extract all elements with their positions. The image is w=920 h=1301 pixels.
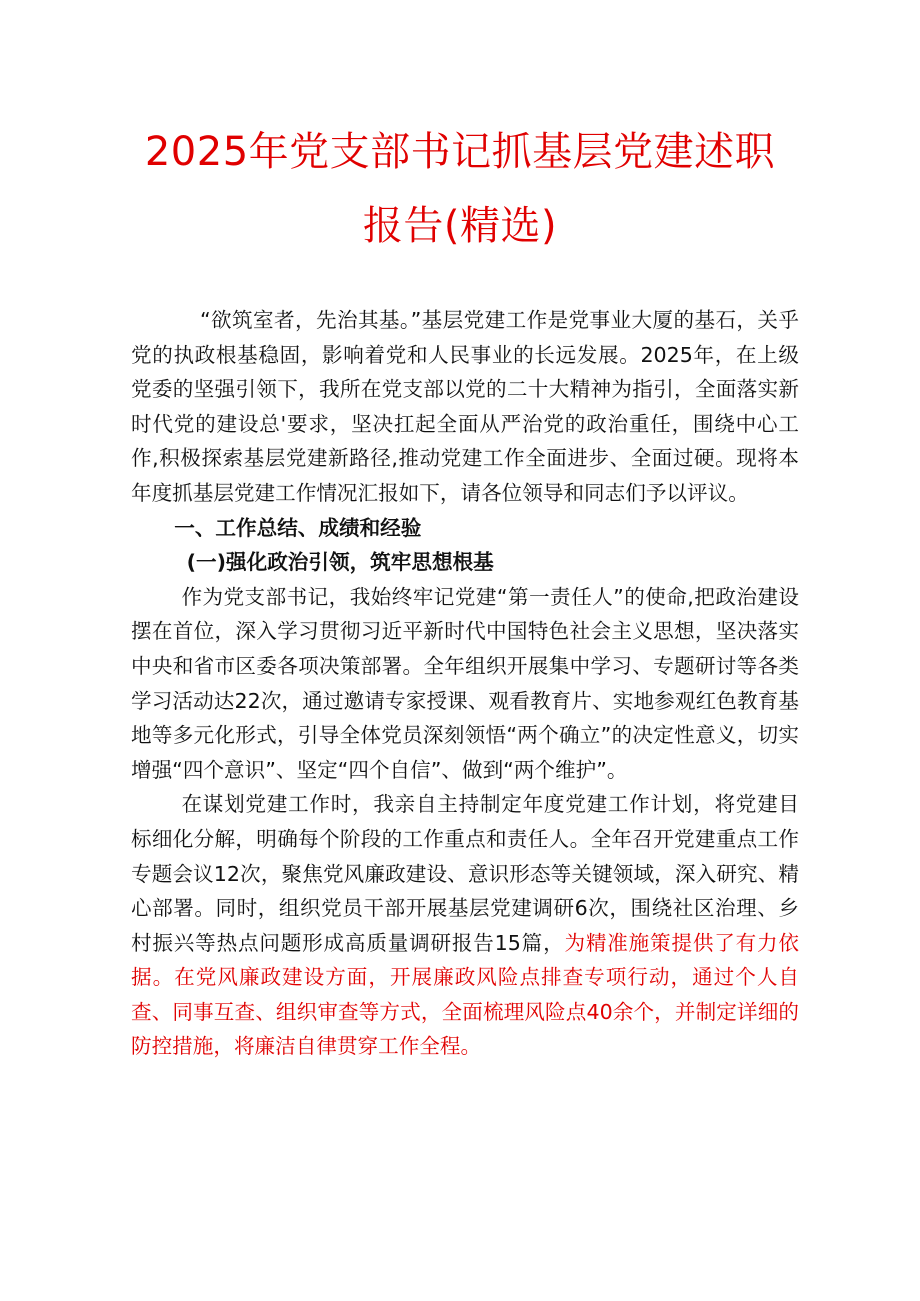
subsection-heading: (一)强化政治引领，筑牢思想根基 <box>186 550 494 575</box>
document-title-line2: 报告(精选) <box>362 203 558 249</box>
body-paragraph-1: 作为党支部书记，我始终牢记党建“第一责任人”的使命,把政治建设摆在首位，深入学习贯彻习近平新时代中国特色社会主义思想，坚决落实中央和省市区委各项决策部署。全年组织开展集中学习、专题研讨等各类学习活动达22次，通过邀请专家授课、观看教育片、实地参观红色教育基地等多元化形式，引导全体党员深刻领悟“两个确立”的决定性意义，切实增强“四个意识”、坚定“四个自信”、做到“两个维护”。 <box>131 584 799 782</box>
intro-paragraph: “欲筑室者，先治其基。”基层党建工作是党事业大厦的基石，关乎党的执政根基稳固，影响着党和人民事业的长远发展。2025年，在上级党委的坚强引领下，我所在党支部以党的二十大精神为指引，全面落实新时代党的建设总'要求，坚决扛起全面从严治党的政治重任，围绕中心工作,积极探索基层党建新路径,推动党建工作全面进步、全面过硬。现将本年度抓基层党建工作情况汇报如下，请各位领导和同志们予以评议。 <box>131 308 799 505</box>
document-title-line1: 2025年党支部书记抓基层党建述职 <box>144 129 776 175</box>
highlighted-text: 为精准施策提供了有力依据。在党风廉政建设方面，开展廉政风险点排查专项行动，通过个人自查、同事互查、组织审查等方式，全面梳理风险点40余个，并制定详细的防控措施，将廉洁自律贯穿工作全程。 <box>131 930 800 1059</box>
document-body <box>131 303 799 1064</box>
body-paragraph-2-text: 在谋划党建工作时，我亲自主持制定年度党建工作计划，将党建目标细化分解，明确每个阶段的工作重点和责任人。全年召开党建重点工作专题会议12次，聚焦党风廉政建设、意识形态等关键领域，深入研究、精心部署。同时，组织党员干部开展基层党建调研6次，围绕社区治理、乡村振兴等热点问题形成高质量调研报告15篇， <box>131 792 799 955</box>
body-paragraph-2 <box>131 787 799 1064</box>
section-heading: 一、工作总结、成绩和经验 <box>174 515 422 540</box>
